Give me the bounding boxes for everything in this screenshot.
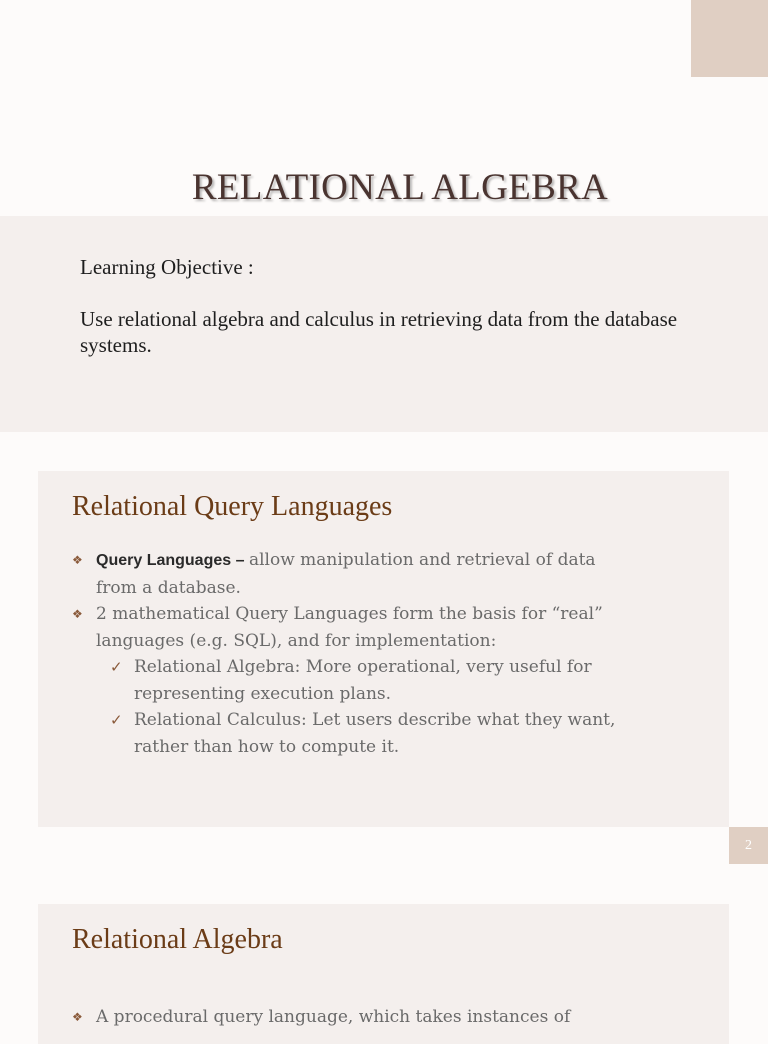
term-label: Query Languages	[96, 552, 232, 569]
page-title: RELATIONAL ALGEBRA	[191, 167, 609, 208]
sub-list-item	[72, 654, 632, 707]
sub-list-item-text: Relational Calculus: Let users describe what they want, rather than how to compute it.	[134, 710, 616, 757]
list-item	[72, 547, 632, 601]
diamond-bullet-icon: ❖	[72, 607, 83, 621]
list-item-text: allow manipulation and retrieval of data from a database.	[96, 550, 596, 598]
checkmark-icon: ✓	[110, 658, 123, 676]
diamond-bullet-icon: ❖	[72, 553, 83, 567]
checkmark-icon: ✓	[110, 711, 123, 729]
sub-list-item-text: Relational Algebra: More operational, very useful for representing execution plans.	[134, 657, 592, 704]
list-item	[72, 601, 632, 654]
list-item-text: A procedural query language, which takes instances of	[96, 1007, 571, 1027]
section-title: Relational Query Languages	[72, 491, 393, 522]
objective-heading: Learning Objective :	[80, 255, 254, 279]
list-item-text: 2 mathematical Query Languages form the basis for “real” languages (e.g. SQL), and for implementation:	[96, 604, 603, 651]
objective-text: Use relational algebra and calculus in retrieving data from the database systems.	[80, 307, 678, 357]
section-title: Relational Algebra	[72, 924, 283, 955]
bullet-list	[72, 547, 632, 760]
page-number: 2	[729, 827, 768, 864]
query-languages-card	[38, 471, 729, 827]
corner-accent-block	[691, 0, 768, 77]
diamond-bullet-icon: ❖	[72, 1010, 83, 1024]
bullet-list	[72, 1004, 632, 1031]
relational-algebra-card	[38, 904, 729, 1044]
list-item	[72, 1004, 632, 1031]
term-dash: –	[231, 552, 249, 569]
sub-list-item	[72, 707, 632, 760]
